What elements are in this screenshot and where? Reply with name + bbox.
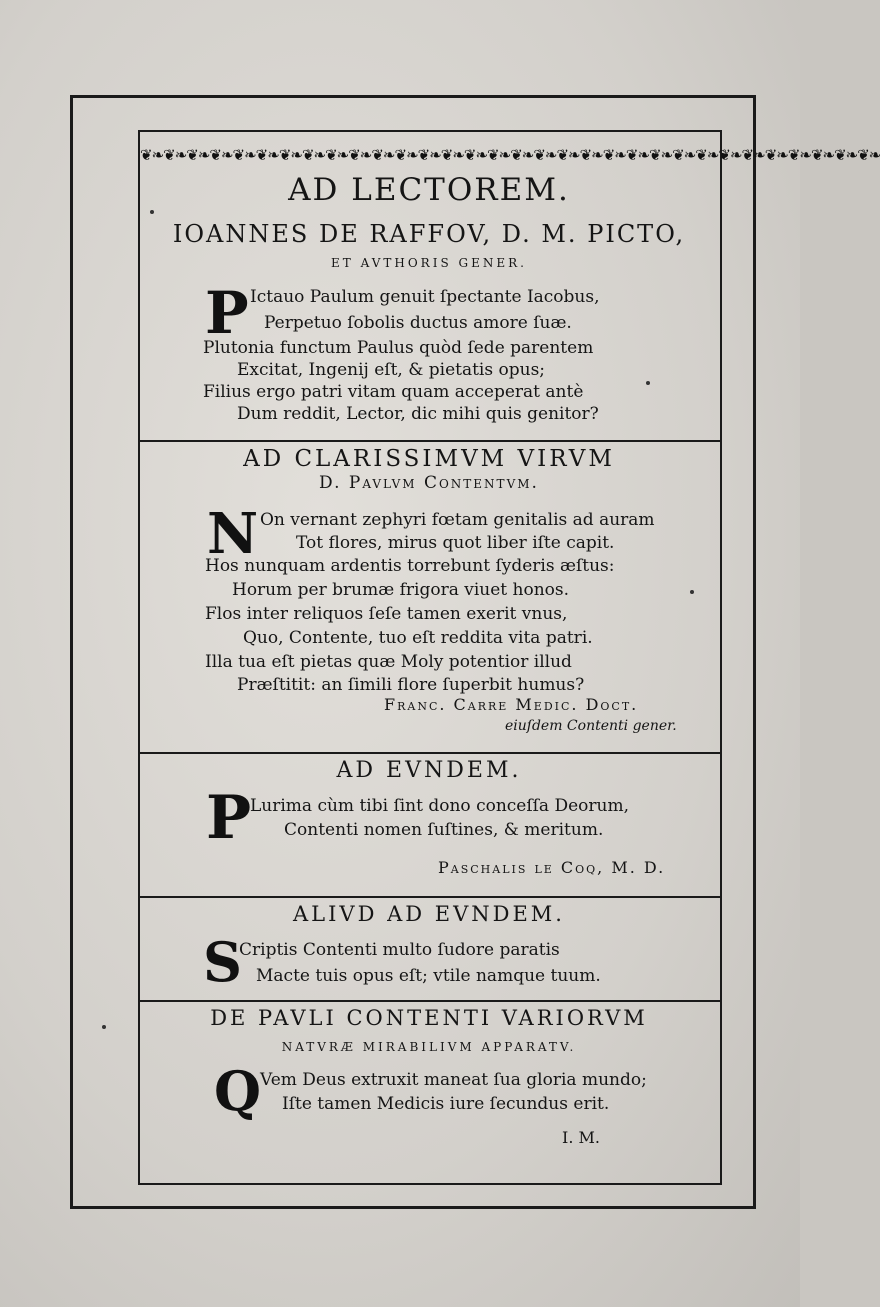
section2-line-2: Tot flores, mirus quot liber iſte capit. — [296, 533, 615, 553]
rule-1 — [138, 440, 720, 442]
section2-line-8: Præſtitit: an ſimili flore ſuperbit humus? — [237, 675, 585, 695]
section2-signature2: eiuſdem Contenti gener. — [505, 718, 677, 734]
section2-line-4: Horum per brumæ frigora viuet honos. — [232, 580, 570, 600]
section2-dropcap: N — [207, 501, 259, 567]
section2-line-5: Flos inter reliquos ſeſe tamen exerit vnus, — [205, 604, 568, 624]
section2-line-3: Hos nunquam ardentis torrebunt ſyderis æſtus: — [205, 556, 615, 576]
section2-line-6: Quo, Contente, tuo eſt reddita vita patri. — [243, 628, 593, 648]
section1-line-4: Excitat, Ingenij eſt, & pietatis opus; — [237, 360, 546, 380]
section1-subtitle: IOANNES DE RAFFOV, D. M. PICTO, — [172, 220, 686, 248]
section1-dropcap: P — [205, 279, 249, 347]
section1-line-2: Perpetuo ſobolis ductus amore ſuæ. — [264, 313, 572, 333]
paper-speck — [102, 1025, 106, 1029]
top-rule — [138, 130, 720, 132]
section1-line-6: Dum reddit, Lector, dic mihi quis genitor? — [237, 404, 599, 424]
section2-subtitle: D. Pavlvm Contentvm. — [319, 473, 539, 493]
bottom-rule — [138, 1183, 720, 1185]
section3-signature: Paschalis le Coq, M. D. — [438, 858, 666, 877]
rule-3 — [138, 896, 720, 898]
section4-line-2: Macte tuis opus eſt; vtile namque tuum. — [256, 966, 601, 986]
section5-subtitle: NATVRÆ MIRABILIVM APPARATV. — [281, 1040, 577, 1054]
section3-title: AD EVNDEM. — [336, 758, 522, 783]
section3-dropcap: P — [206, 783, 252, 853]
rule-2 — [138, 752, 720, 754]
section4-dropcap: S — [203, 930, 242, 994]
section5-signature: I. M. — [562, 1128, 600, 1147]
section2-line-1: On vernant zephyri fœtam genitalis ad auram — [260, 510, 655, 530]
section2-title: AD CLARISSIMVM VIRVM — [243, 446, 615, 472]
section4-line-1: Criptis Contenti multo ſudore paratis — [239, 940, 560, 960]
section1-line-3: Plutonia functum Paulus quòd ſede parentem — [203, 338, 594, 358]
section2-line-7: Illa tua eſt pietas quæ Moly potentior illud — [205, 652, 572, 672]
section4-title: ALIVD AD EVNDEM. — [293, 902, 565, 926]
section2-signature: Franc. Carre Medic. Doct. — [384, 695, 639, 714]
section5-dropcap: Q — [214, 1059, 262, 1123]
paper-speck — [646, 381, 650, 385]
section3-line-2: Contenti nomen ſuſtines, & meritum. — [284, 820, 604, 840]
section5-line-2: Iſte tamen Medicis iure ſecundus erit. — [282, 1094, 610, 1114]
section5-title: DE PAVLI CONTENTI VARIORVM — [210, 1006, 648, 1030]
section1-title: AD LECTOREM. — [288, 172, 570, 208]
paper-speck — [150, 210, 154, 214]
section1-subtitle2: ET AVTHORIS GENER. — [331, 256, 527, 270]
ornament-band: ❦❧❦❧❦❧❦❧❦❧❦❧❦❧❦❧❦❧❦❧❦❧❦❧❦❧❦❧❦❧❦❧❦❧❦❧❦❧❦❧❦❧❦❧❦❧❦❧❦❧❦❧❦❧❦❧❦❧❦❧❦❧❦❧ — [140, 146, 880, 164]
rule-4 — [138, 1000, 720, 1002]
paper-speck — [690, 590, 694, 594]
section1-line-5: Filius ergo patri vitam quam acceperat antè — [203, 382, 584, 402]
section1-line-1: Ictauo Paulum genuit ſpectante Iacobus, — [250, 287, 600, 307]
section5-line-1: Vem Deus extruxit maneat ſua gloria mundo; — [260, 1070, 647, 1090]
section3-line-1: Lurima cùm tibi ſint dono conceſſa Deorum, — [250, 796, 629, 816]
